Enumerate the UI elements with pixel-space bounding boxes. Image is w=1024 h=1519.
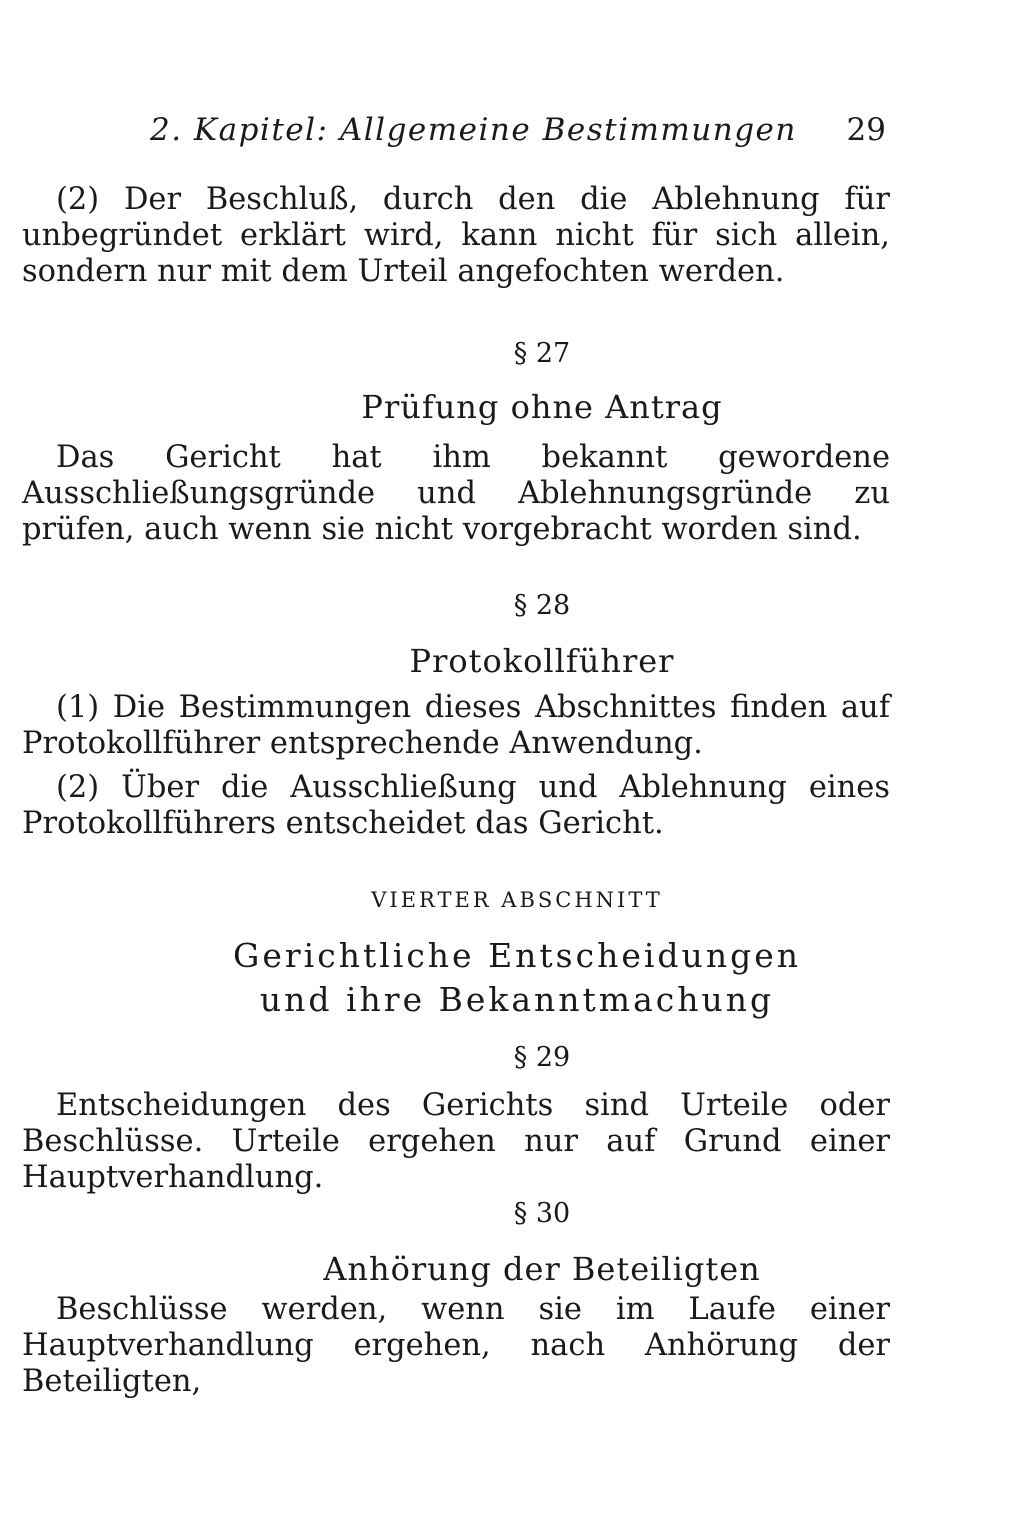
section-title-28: Protokollführer — [409, 642, 675, 680]
section-mark-29: § 29 — [513, 1042, 571, 1073]
running-title: 2. Kapitel: Allgemeine Bestimmungen — [150, 112, 797, 148]
page-header — [0, 112, 1024, 156]
section-title-30: Anhörung der Beteiligten — [323, 1250, 761, 1288]
section-28-paragraph-1: (1) Die Bestimmungen dieses Abschnittes finden auf Protokollführer entsprechende Anwendung. — [22, 690, 890, 761]
section-title-27: Prüfung ohne Antrag — [361, 388, 723, 426]
page-number: 29 — [846, 112, 886, 148]
section-mark-28: § 28 — [513, 590, 571, 621]
section-28-paragraph-2: (2) Über die Ausschließung und Ablehnung eines Protokollführers entscheidet das Gericht. — [22, 770, 890, 841]
section-29-paragraph: Entscheidungen des Gerichts sind Urteile oder Beschlüsse. Urteile ergehen nur auf Grund einer Hauptverhandlung. — [22, 1088, 890, 1195]
section-27-paragraph: Das Gericht hat ihm bekannt gewordene Ausschließungsgründe und Ablehnungsgründe zu prüfen, auch wenn sie nicht vorgebracht worden sind. — [22, 440, 890, 547]
section-mark-30: § 30 — [513, 1198, 571, 1229]
section-mark-27: § 27 — [513, 338, 571, 369]
chapter-title-line-2: und ihre Bekanntmachung — [259, 980, 775, 1019]
section-30-paragraph: Beschlüsse werden, wenn sie im Laufe einer Hauptverhandlung ergehen, nach Anhörung der Beteiligten, — [22, 1292, 890, 1399]
continuation-paragraph: (2) Der Beschluß, durch den die Ablehnung für unbegründet erklärt wird, kann nicht für sich allein, sondern nur mit dem Urteil angefochten werden. — [22, 182, 890, 289]
chapter-label: VIERTER ABSCHNITT — [371, 888, 663, 912]
chapter-title-line-1: Gerichtliche Entscheidungen — [233, 936, 801, 975]
